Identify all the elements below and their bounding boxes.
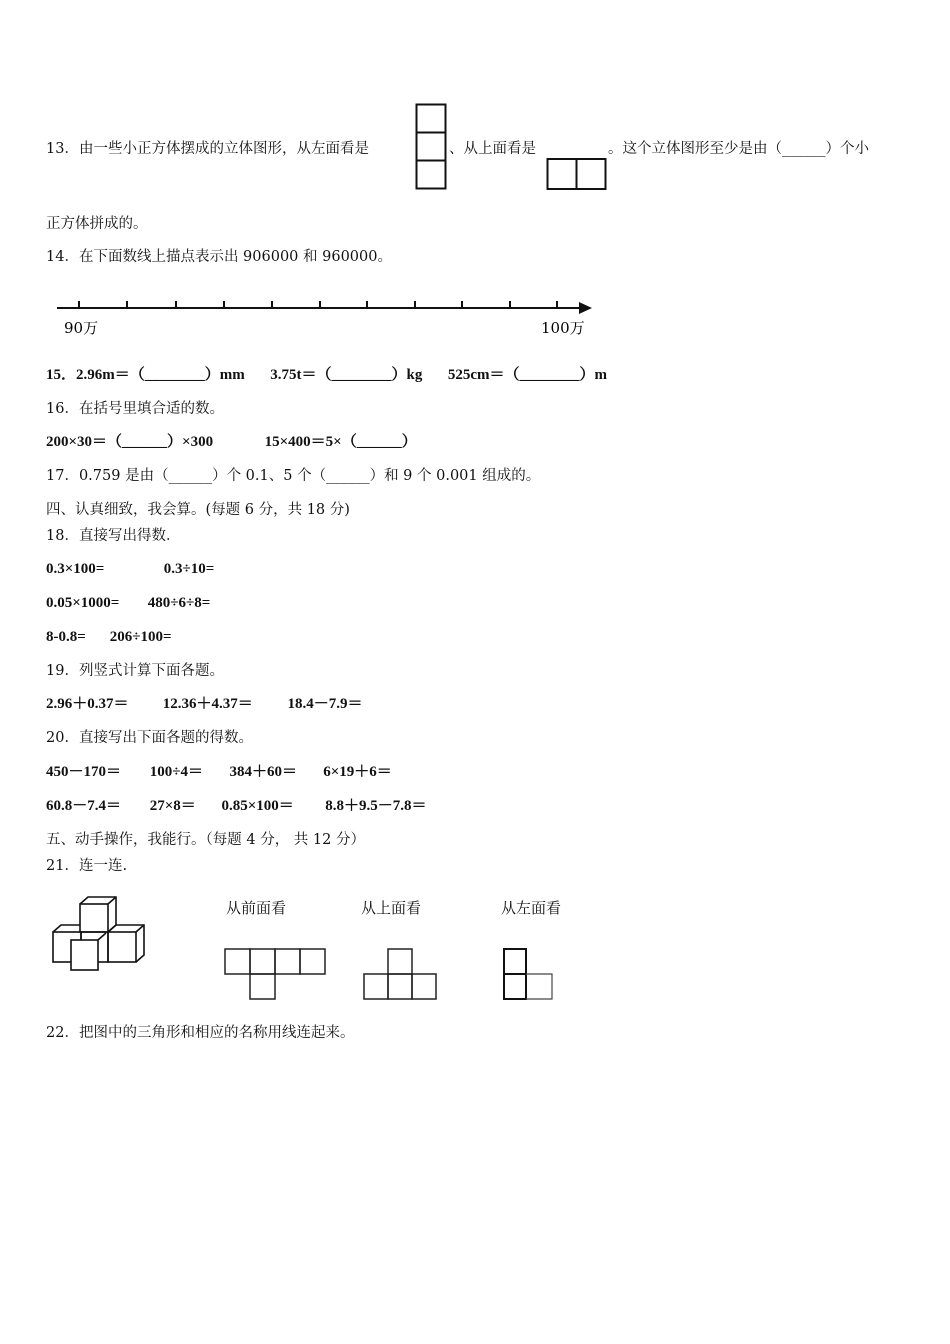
q19-item: 2.96＋0.37＝ [46,696,129,712]
q20-item: 384＋60＝ [229,764,298,780]
q19-title: 19．列竖式计算下面各题。 [46,663,224,679]
q20-item: 100÷4＝ [149,764,203,780]
q16-title: 16．在括号里填合适的数。 [46,401,224,417]
q13-part3: 。这个立体图形至少是由（______）个小 [608,141,869,157]
top-view-option-figure [362,947,440,1001]
q14-text: 14．在下面数线上描点表示出 906000 和 960000。 [46,249,392,265]
q18-row-2 [46,593,210,613]
top-view-figure [546,157,608,191]
q16-line [46,432,417,452]
q18-item: 0.3÷10= [163,561,215,577]
q20-row-2 [46,796,427,816]
left-view-figure [415,103,447,191]
section5-title: 五、动手操作，我能行。（每题 4 分， 共 12 分） [46,832,365,848]
cube-solid-figure [50,895,150,975]
number-line-end-label: 100万 [541,319,585,337]
q18-row-3 [46,627,172,647]
q18-item: 8-0.8= [46,629,86,645]
left-view-option-figure [502,947,556,1003]
q20-row-1 [46,762,392,782]
q19-item: 18.4－7.9＝ [287,696,363,712]
q13-line1 [46,139,369,159]
view-label-top: 从上面看 [361,899,422,917]
section4-title: 四、认真细致，我会算。(每题 6 分，共 18 分) [46,502,350,518]
q20-title: 20．直接写出下面各题的得数。 [46,730,253,746]
q18-item: 0.05×1000= [46,595,120,611]
q22-title: 22．把图中的三角形和相应的名称用线连起来。 [46,1025,355,1041]
front-view-figure [224,947,328,1001]
view-label-left: 从左面看 [501,899,562,917]
q15-item-1: 15．2.96m＝（________）mm [46,367,245,383]
q20-item: 60.8－7.4＝ [46,798,122,814]
q18-item: 206÷100= [109,629,172,645]
q13-part2: 、从上面看是 [449,141,536,157]
q19-line [46,694,363,714]
q15-line [46,365,607,385]
q13-line1c [608,139,869,159]
view-label-front: 从前面看 [226,899,287,917]
q20-item: 0.85×100＝ [221,798,294,814]
q18-item: 0.3×100= [46,561,105,577]
q20-item: 450－170＝ [46,764,122,780]
q13-part4: 正方体拼成的。 [46,216,148,232]
q15-item-2: 3.75t＝（________）kg [270,367,423,383]
q19-item: 12.36＋4.37＝ [162,696,253,712]
q21-title: 21．连一连. [46,858,128,874]
q15-item-3: 525cm＝（________）m [447,367,607,383]
q16-item-2: 15×400＝5×（______） [264,434,417,450]
number-line [54,295,594,340]
q13-line1b [449,139,536,159]
q18-row-1 [46,559,214,579]
q18-item: 480÷6÷8= [147,595,211,611]
number-line-start-label: 90万 [64,319,99,337]
q17-text: 17．0.759 是由（______）个 0.1、5 个（______）和 9 个 0.001 组成的。 [46,468,541,484]
q20-item: 8.8＋9.5－7.8＝ [325,798,427,814]
q16-item-1: 200×30＝（______）×300 [46,434,214,450]
q13-part1: 13．由一些小正方体摆成的立体图形，从左面看是 [46,141,369,157]
q20-item: 27×8＝ [149,798,196,814]
q13-line2 [46,214,148,234]
q20-item: 6×19＋6＝ [323,764,392,780]
q18-title: 18．直接写出得数． [46,528,181,544]
